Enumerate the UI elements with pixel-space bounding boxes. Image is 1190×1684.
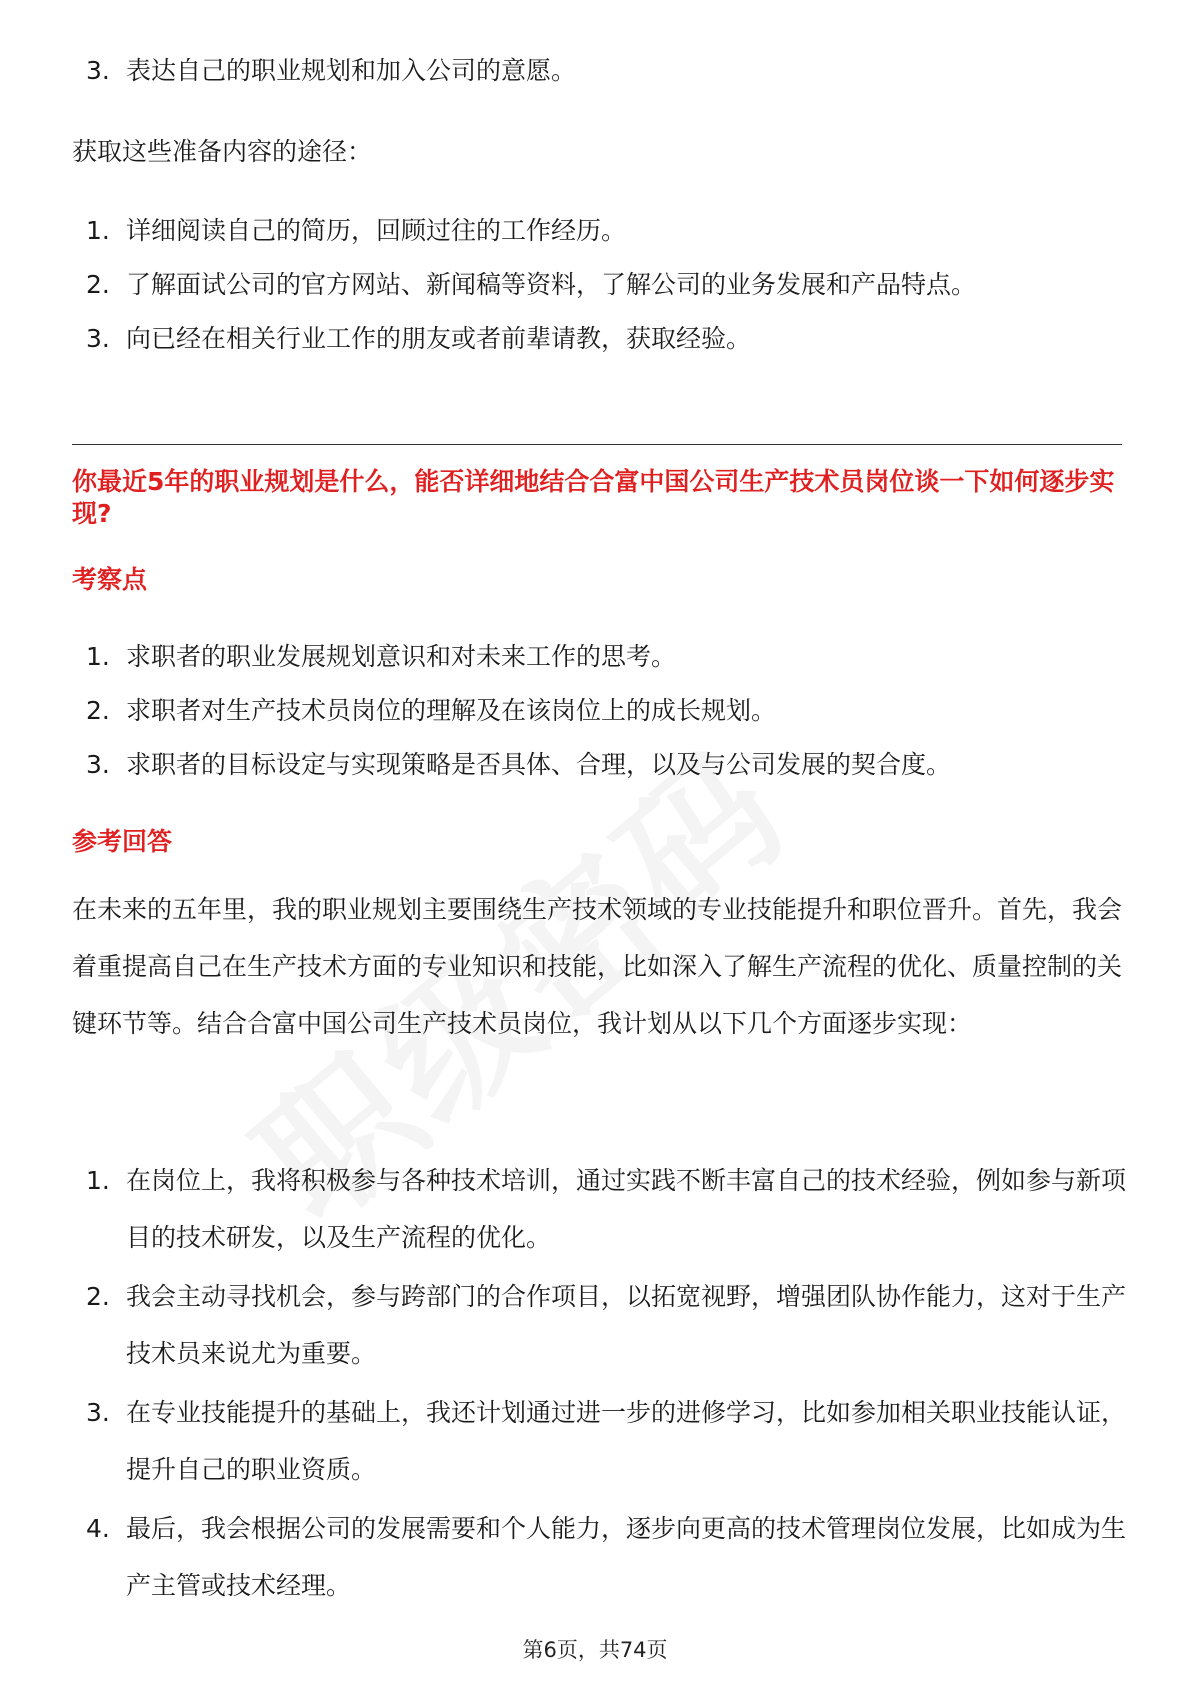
list-number: 3.	[86, 750, 110, 779]
answer-intro: 在未来的五年里，我的职业规划主要围绕生产技术领域的专业技能提升和职位晋升。首先，我会着重提高自己在生产技术方面的专业知识和技能，比如深入了解生产流程的优化、质量控制的关键环节等。结合合富中国公司生产技术员岗位，我计划从以下几个方面逐步实现：	[72, 895, 1123, 1038]
list-number: 2.	[86, 270, 110, 299]
list-item	[86, 1152, 1126, 1266]
list-number: 3.	[86, 1398, 110, 1427]
list-text: 详细阅读自己的简历，回顾过往的工作经历。	[126, 216, 627, 245]
list-number: 1.	[86, 1166, 110, 1195]
list-item	[86, 1268, 1126, 1382]
list-text: 表达自己的职业规划和加入公司的意愿。	[126, 56, 577, 85]
ways-title: 获取这些准备内容的途径：	[72, 137, 373, 166]
page-footer: 第6页，共74页	[522, 1638, 668, 1662]
list-item	[86, 42, 1126, 99]
list-number: 4.	[86, 1514, 110, 1543]
list-item	[86, 202, 1126, 259]
list-text: 了解面试公司的官方网站、新闻稿等资料，了解公司的业务发展和产品特点。	[126, 270, 977, 299]
list-item	[86, 310, 1126, 367]
focus-heading: 考察点	[72, 565, 148, 594]
list-item	[86, 736, 1126, 793]
answer-heading: 参考回答	[72, 827, 173, 856]
list-text: 求职者对生产技术员岗位的理解及在该岗位上的成长规划。	[126, 696, 777, 725]
list-number: 2.	[86, 696, 110, 725]
list-text: 求职者的职业发展规划意识和对未来工作的思考。	[126, 642, 677, 671]
list-number: 2.	[86, 1282, 110, 1311]
list-text: 向已经在相关行业工作的朋友或者前辈请教，获取经验。	[126, 324, 752, 353]
list-item	[86, 256, 1126, 313]
list-text: 最后，我会根据公司的发展需要和个人能力，逐步向更高的技术管理岗位发展，比如成为生产主管或技术经理。	[126, 1514, 1127, 1600]
list-number: 3.	[86, 324, 110, 353]
list-item	[86, 1500, 1126, 1614]
list-number: 3.	[86, 56, 110, 85]
question-heading: 你最近5年的职业规划是什么，能否详细地结合合富中国公司生产技术员岗位谈一下如何逐步实现?	[72, 467, 1115, 528]
list-item	[86, 628, 1126, 685]
list-text: 在岗位上，我将积极参与各种技术培训，通过实践不断丰富自己的技术经验，例如参与新项目的技术研发，以及生产流程的优化。	[126, 1166, 1127, 1252]
list-number: 1.	[86, 642, 110, 671]
section-divider	[72, 444, 1122, 445]
list-number: 1.	[86, 216, 110, 245]
list-text: 我会主动寻找机会，参与跨部门的合作项目，以拓宽视野，增强团队协作能力，这对于生产技术员来说尤为重要。	[126, 1282, 1127, 1368]
list-item	[86, 1384, 1126, 1498]
list-text: 在专业技能提升的基础上，我还计划通过进一步的进修学习，比如参加相关职业技能认证，提升自己的职业资质。	[126, 1398, 1127, 1484]
list-item	[86, 682, 1126, 739]
list-text: 求职者的目标设定与实现策略是否具体、合理，以及与公司发展的契合度。	[126, 750, 952, 779]
